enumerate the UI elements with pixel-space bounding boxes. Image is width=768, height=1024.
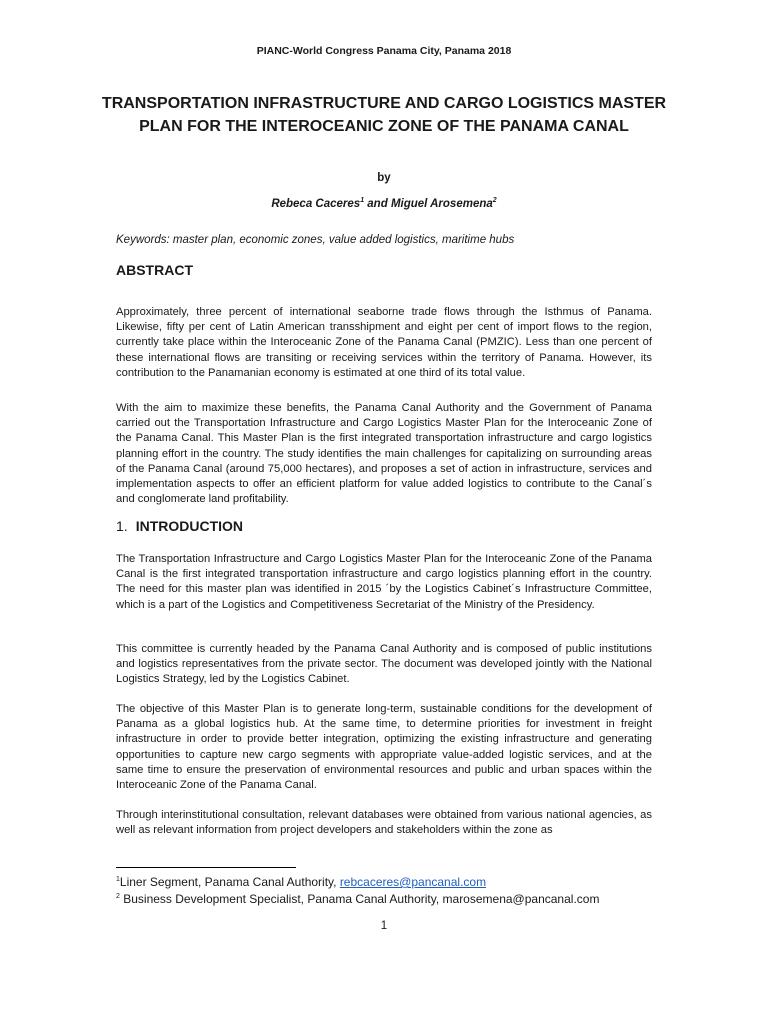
author-2: Miguel Arosemena	[390, 197, 493, 210]
intro-paragraph-2: This committee is currently headed by the Panama Canal Authority and is composed of public institutions and logistics representatives from the private sector. The document was developed jointly with the National Logistics Strategy, led by the Logistics Cabinet.	[116, 643, 652, 686]
intro-paragraph-3: The objective of this Master Plan is to generate long-term, sustainable conditions for the development of Panama as a global logistics hub. At the same time, to determine priorities for investment in freight infrastructure in order to provide better integration, optimizing the existing infrastructure and generating opportunities to capture new cargo segments with appropriate value-added logistic services, and at the same time to ensure the preservation of environmental resources and public and urban spaces within the Interoceanic Zone of the Panama Canal.	[116, 703, 652, 792]
footnote-divider	[116, 867, 296, 868]
footnote-1-text: Liner Segment, Panama Canal Authority,	[119, 875, 340, 889]
paper-title: TRANSPORTATION INFRASTRUCTURE AND CARGO LOGISTICS MASTER PLAN FOR THE INTEROCEANIC ZONE OF THE PANAMA CANAL	[101, 95, 667, 135]
keywords: Keywords: master plan, economic zones, value added logistics, maritime hubs	[116, 234, 515, 246]
footnote-2-text: Business Development Specialist, Panama Canal Authority, marosemena@pancanal.com	[119, 892, 600, 906]
author-line	[0, 197, 768, 210]
page-number: 1	[380, 920, 388, 932]
abstract-paragraph-1: Approximately, three percent of international seaborne trade flows through the Isthmus of Panama. Likewise, fifty per cent of Latin American transshipment and eight per cent of import flows to the region, currently take place within the Interoceanic Zone of the Panama Canal (PMZIC). Less than one percent of these international flows are transiting or receiving services within the territory of Panama. However, its contribution to the Panamanian economy is estimated at one third of its total value.	[116, 306, 652, 379]
running-header: PIANC-World Congress Panama City, Panama 2018	[256, 45, 512, 57]
intro-paragraph-1: The Transportation Infrastructure and Cargo Logistics Master Plan for the Interoceanic Zone of the Panama Canal is the first integrated transportation infrastructure and cargo logistics planning effort in the country. The need for this master plan was identified in 2015 ´by the Logistics Cabinet´s Infrastructure Committee, which is a part of the Logistics and Competitiveness Secretariat of the Ministry of the Presidency.	[116, 553, 652, 611]
footnote-2	[116, 889, 599, 907]
section-number: 1.	[116, 518, 128, 534]
author-2-footnote-marker: 2	[492, 197, 497, 204]
footnote-1	[116, 872, 486, 890]
footnote-1-marker: 1	[116, 876, 120, 883]
abstract-heading: ABSTRACT	[116, 262, 193, 278]
by-line: by	[377, 172, 391, 184]
footnote-2-marker: 2	[116, 893, 120, 900]
introduction-heading	[116, 518, 243, 534]
author-1: Rebeca Caceres	[271, 197, 361, 210]
author-conjunction: and	[364, 197, 391, 210]
intro-paragraph-4: Through interinstitutional consultation, relevant databases were obtained from various national agencies, as well as relevant information from project developers and stakeholders within the zone as	[116, 809, 652, 837]
section-title: INTRODUCTION	[135, 518, 244, 534]
footnote-1-email-link[interactable]: rebcaceres@pancanal.com	[339, 875, 487, 889]
abstract-paragraph-2: With the aim to maximize these benefits, the Panama Canal Authority and the Government of Panama carried out the Transportation Infrastructure and Cargo Logistics Master Plan for the Interoceanic Zone of the Panama Canal. This Master Plan is the first integrated transportation infrastructure and cargo logistics planning effort in the country. The study identifies the main challenges for capitalizing on surrounding areas of the Panama Canal (around 75,000 hectares), and proposes a set of action in infrastructure, services and implementation aspects to offer an efficient platform for value added logistics to contribute to the Canal´s and conglomerate land profitability.	[116, 402, 652, 506]
author-1-footnote-marker: 1	[360, 197, 365, 204]
